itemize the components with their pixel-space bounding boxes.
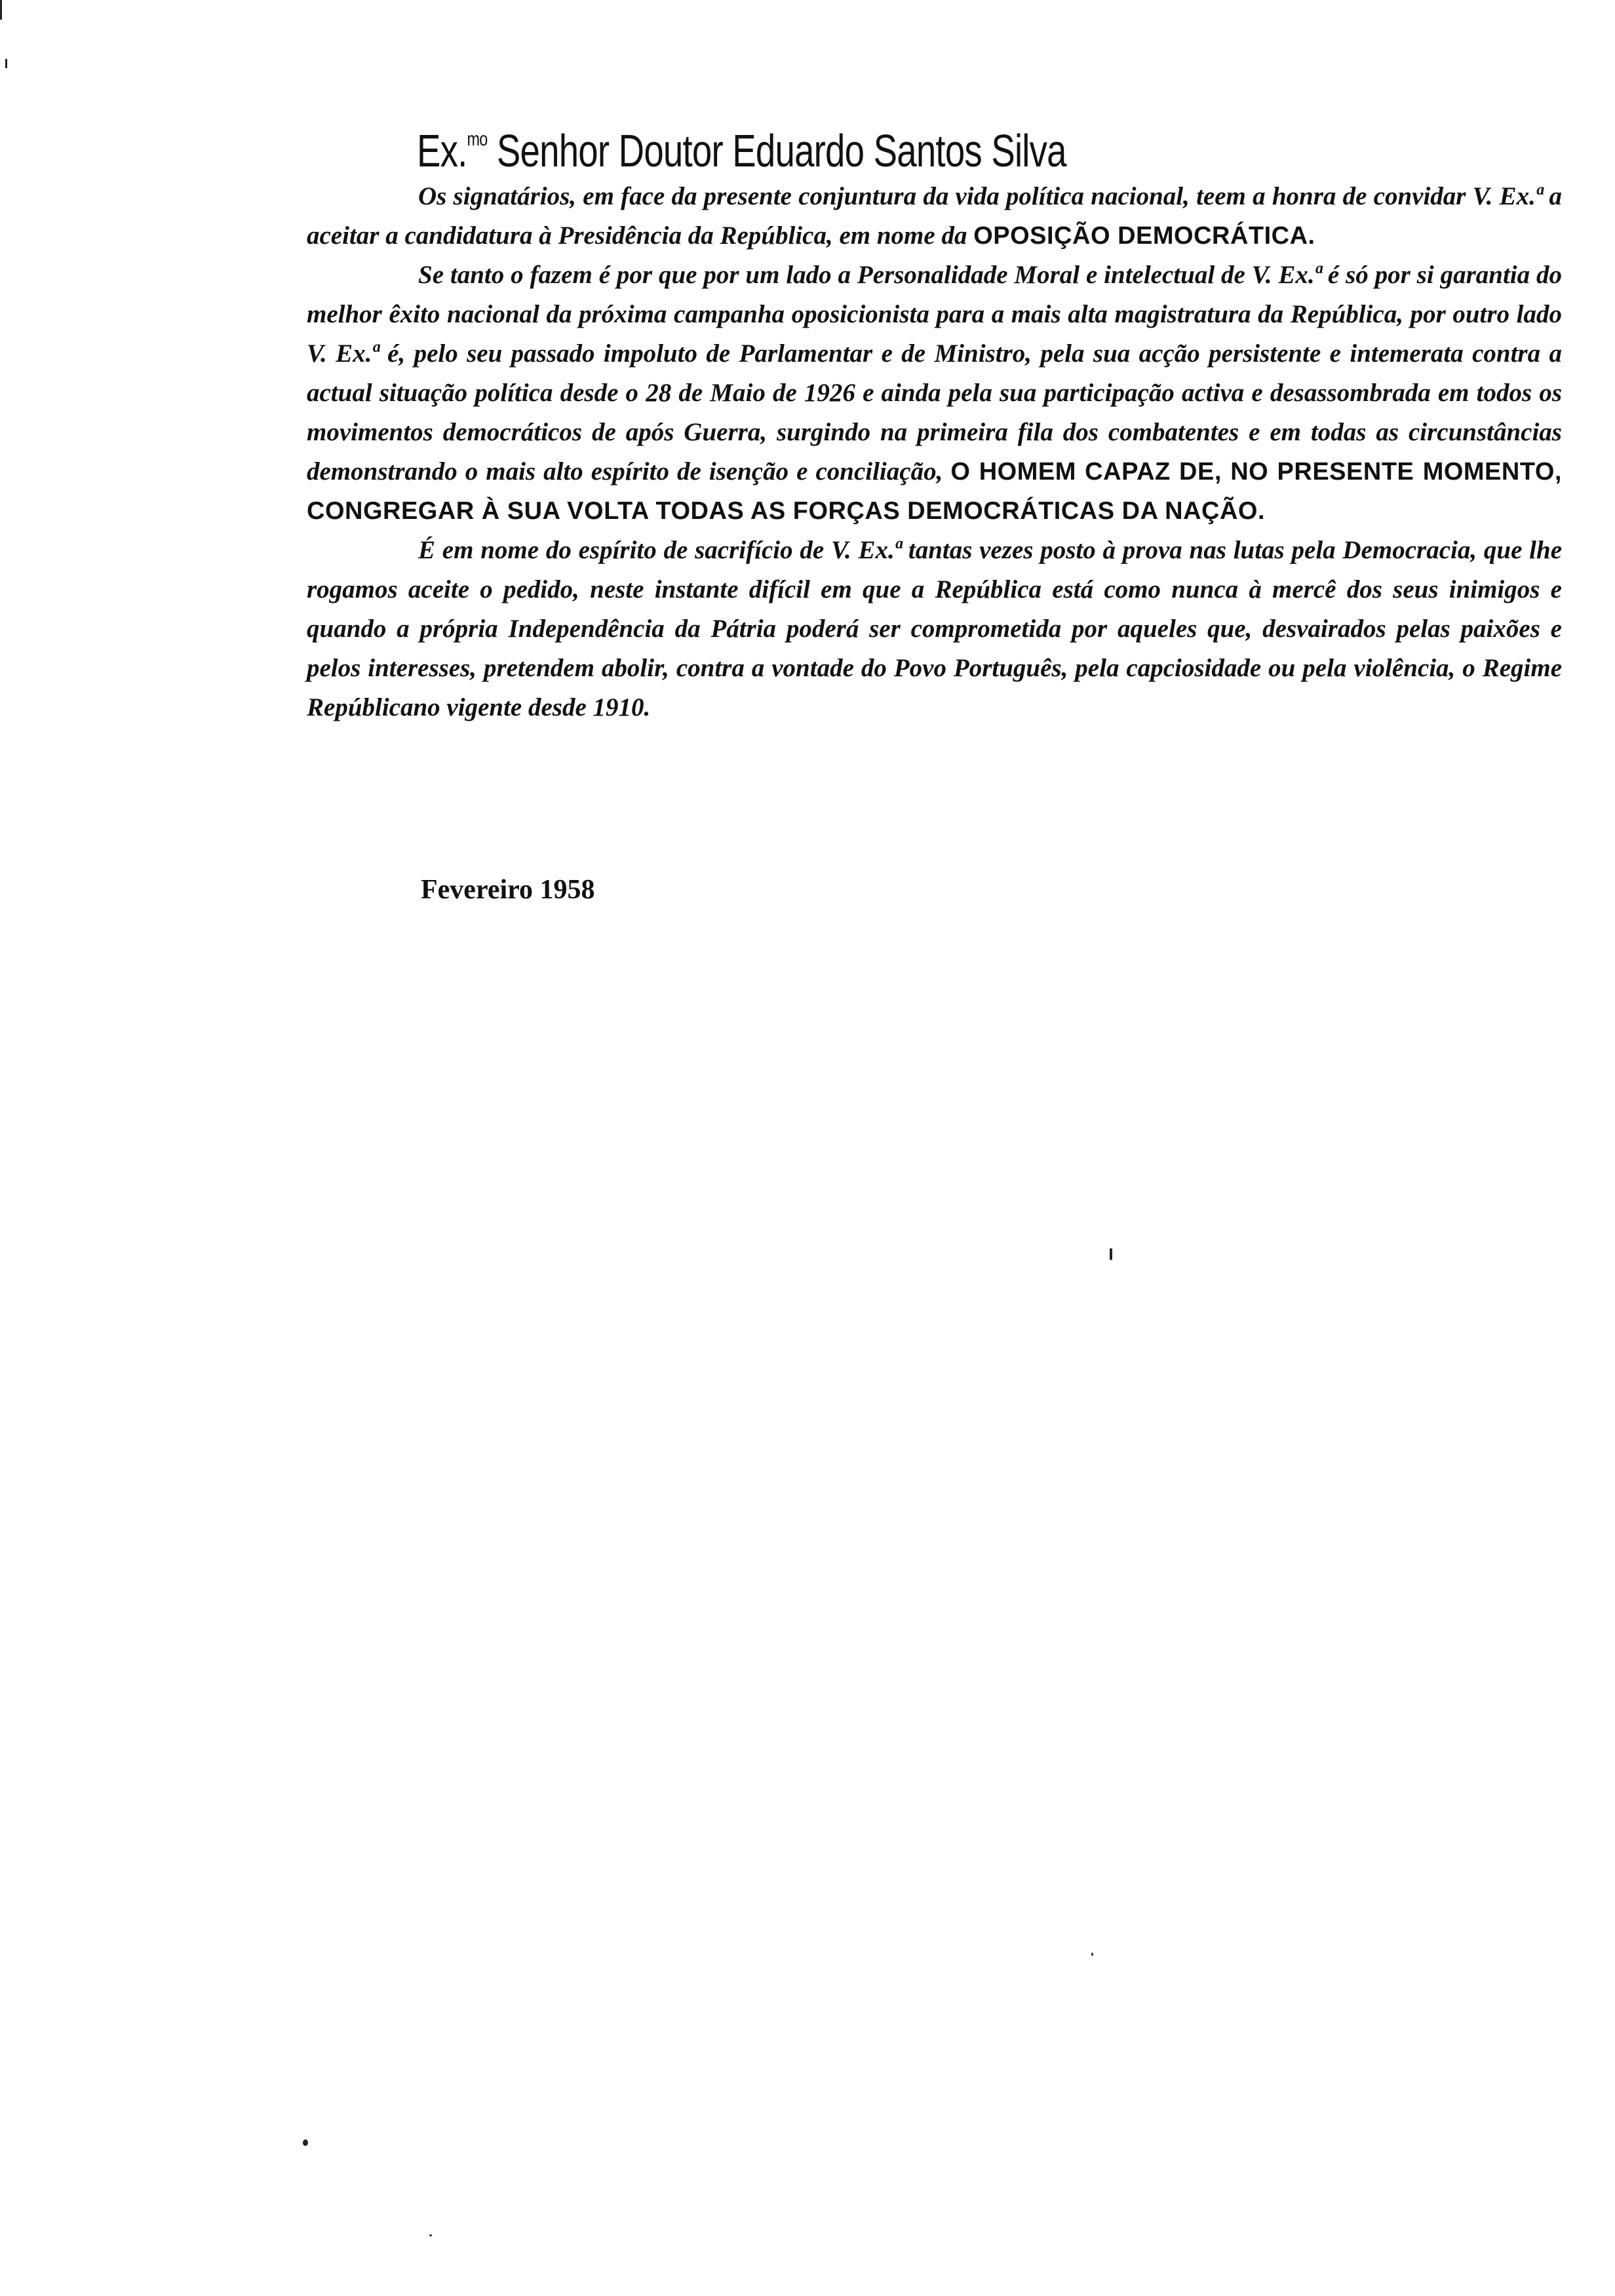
letter-body [307,177,1562,727]
paragraph-emphasis: OPOSIÇÃO DEMOCRÁTICA. [973,222,1315,250]
paragraph-invitation [307,177,1562,256]
paragraph-text: Os signatários, em face da presente conjuntura da vida política nacional, teem a honra de convidar V. Ex.ª a aceitar a candidatura à Presidência da República, em nome da [307,182,1562,250]
scan-speck [1110,1248,1112,1260]
letter-heading [417,110,1081,180]
scan-speck [1091,1953,1093,1956]
scan-speck [303,2139,308,2146]
scan-speck [429,2234,432,2236]
paragraph-text: É em nome do espírito de sacrifício de V. Ex.ª tantas vezes posto à prova nas lutas pela Democracia, que lhe rogamos aceite o pedido, neste instante difícil em que a República está como nunca à mercê dos seus inimigos e quando a própria Independência da Pátria poderá ser comprometida por aqueles que, desvairados pelas paixões e pelos interesses, pretendem abolir, contra a vontade do Povo Português, pela capciosidade ou pela violência, o Regime Repúblicano vigente desde 1910. [307,536,1562,721]
paragraph-reasons [307,256,1562,531]
letter-date: Fevereiro 1958 [421,875,595,905]
scan-speck [0,0,2,20]
paragraph-appeal [307,531,1562,727]
paragraph-text: Se tanto o fazem é por que por um lado a Personalidade Moral e intelectual de V. Ex.ª é só por si garantia do melhor êxito nacional da próxima campanha oposicionista para a mais alta magistratura da República, por outro lado V. Ex.ª é, pelo seu passado impoluto de Parlamentar e de Ministro, pela sua acção persistente e intemerata contra a actual situação política desde o 28 de Maio de 1926 e ainda pela sua participação activa e desassombrada em todos os movimentos democráticos de após Guerra, surgindo na primeira fila dos combatentes e em todas as circunstâncias demonstrando o mais alto espírito de isenção e conciliação, [307,261,1562,486]
addressee-name: Senhor Doutor Eduardo Santos Silva [496,125,1066,176]
salutation-superscript: mo [467,128,488,150]
scan-speck [5,59,7,68]
paragraph-emphasis: O HOMEM CAPAZ DE, NO PRESENTE MOMENTO, CONGREGAR À SUA VOLTA TODAS AS FORÇAS DEMOCRÁTICAS DA NAÇÃO. [307,458,1562,525]
salutation: Ex. [417,125,467,176]
